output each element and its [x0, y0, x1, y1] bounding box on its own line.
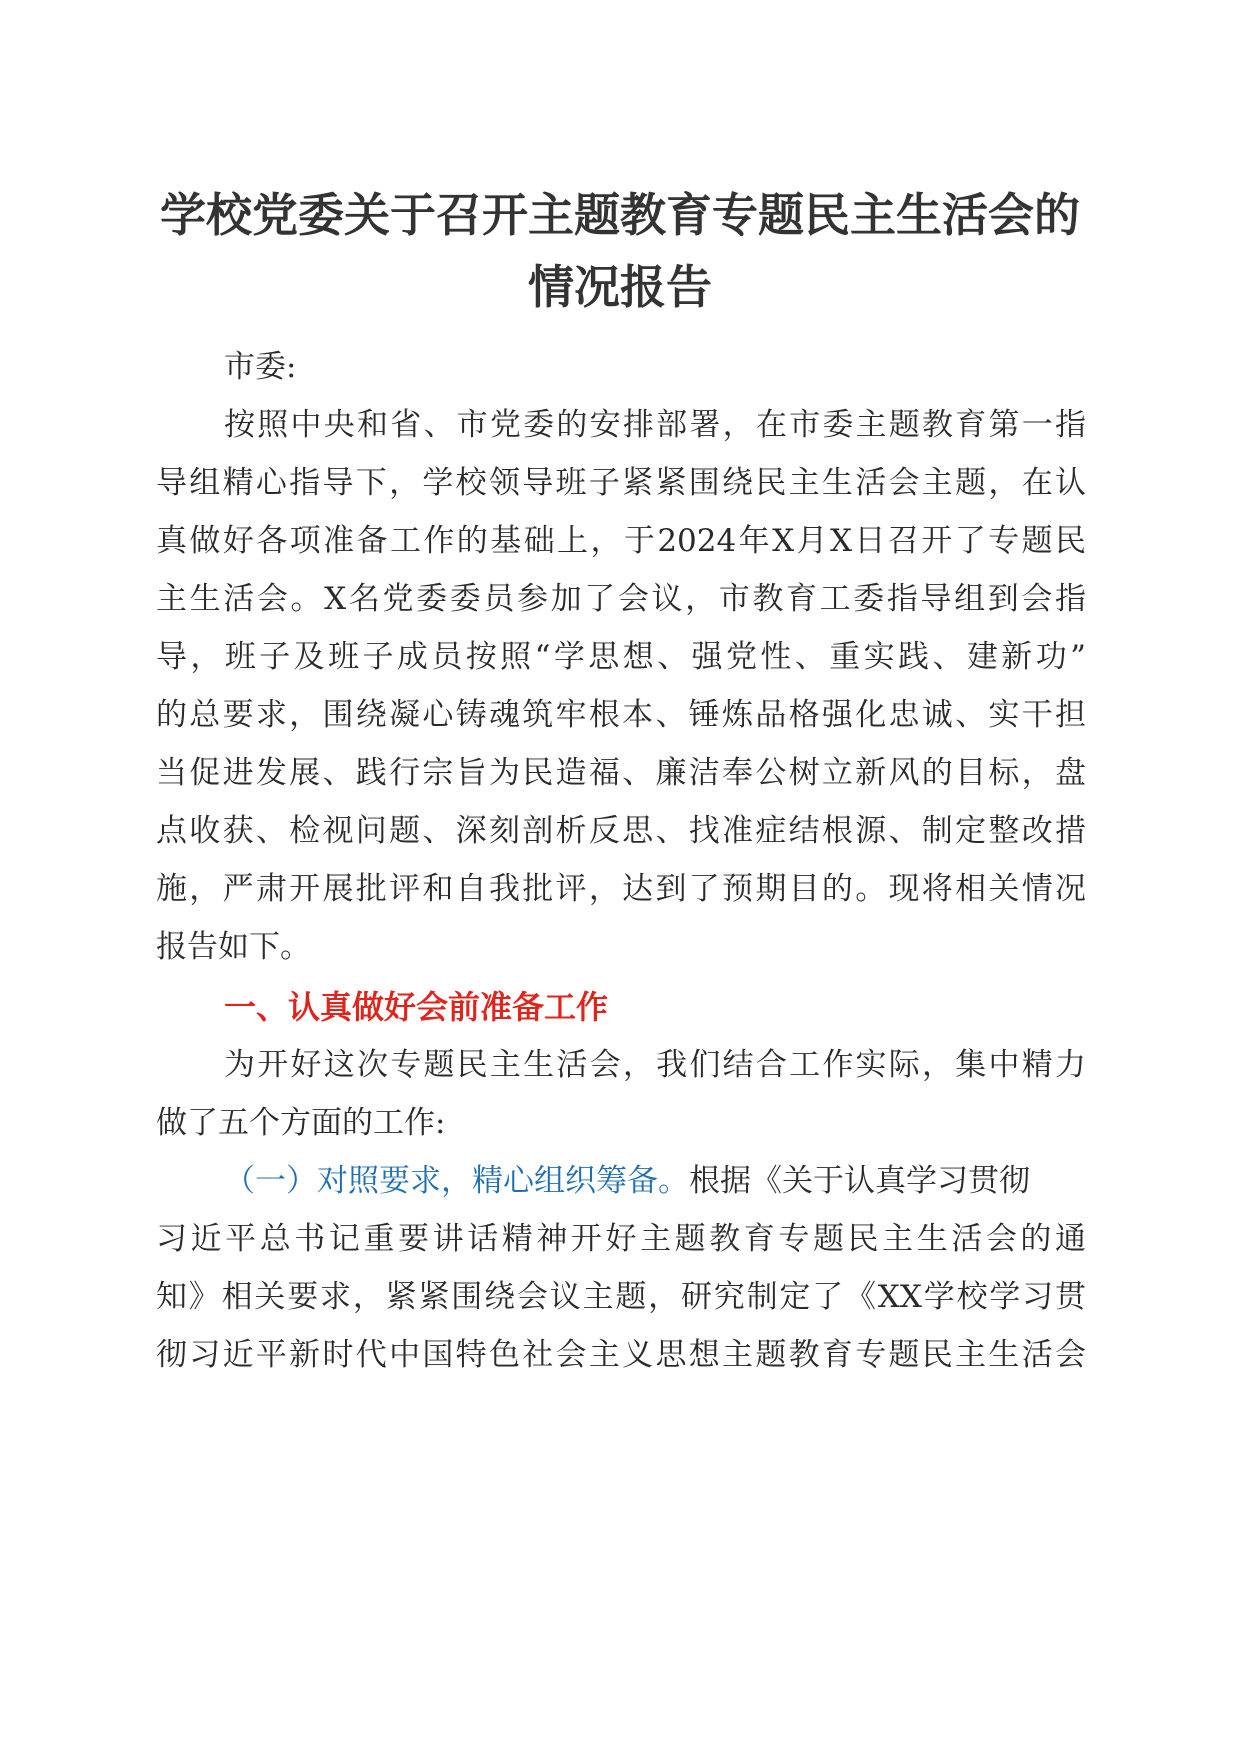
paragraph-1-line-6: 的总要求，围绕凝心铸魂筑牢根本、锤炼品格强化忠诚、实干担 — [156, 697, 1086, 733]
paragraph-3-line-2: 习近平总书记重要讲话精神开好主题教育专题民主生活会的通 — [156, 1221, 1086, 1257]
paragraph-1-line-5: 导，班子及班子成员按照“学思想、强党性、重实践、建新功” — [156, 639, 1086, 675]
paragraph-1-line-10: 报告如下。 — [156, 929, 311, 965]
paragraph-1-line-9: 施，严肃开展批评和自我批评，达到了预期目的。现将相关情况 — [156, 871, 1086, 907]
salutation: 市委: — [224, 349, 297, 385]
paragraph-1-line-4: 主生活会。X名党委委员参加了会议，市教育工委指导组到会指 — [156, 581, 1086, 617]
paragraph-1-line-1: 按照中央和省、市党委的安排部署，在市委主题教育第一指 — [224, 407, 1086, 443]
paragraph-3-line-3: 知》相关要求，紧紧围绕会议主题，研究制定了《XX学校学习贯 — [156, 1279, 1086, 1315]
paragraph-3-line-1 — [224, 1150, 1086, 1212]
paragraph-2-line-1: 为开好这次专题民主生活会，我们结合工作实际，集中精力 — [224, 1047, 1086, 1083]
section-1-heading: 一、认真做好会前准备工作 — [224, 988, 609, 1026]
paragraph-3-line-1-rest: 根据《关于认真学习贯彻 — [689, 1163, 1030, 1199]
paragraph-1-line-3: 真做好各项准备工作的基础上，于2024年X月X日召开了专题民 — [156, 523, 1086, 559]
paragraph-2-line-2: 做了五个方面的工作: — [156, 1105, 446, 1141]
paragraph-3-line-4: 彻习近平新时代中国特色社会主义思想主题教育专题民主生活会 — [156, 1337, 1086, 1373]
document-title-line-1: 学校党委关于召开主题教育专题民主生活会的 — [160, 188, 1080, 242]
paragraph-1-line-8: 点收获、检视问题、深刻剖析反思、找准症结根源、制定整改措 — [156, 813, 1086, 849]
paragraph-1-line-7: 当促进发展、践行宗旨为民造福、廉洁奉公树立新风的目标，盘 — [156, 755, 1086, 791]
paragraph-1-line-2: 导组精心指导下，学校领导班子紧紧围绕民主生活会主题，在认 — [156, 465, 1086, 501]
subsection-1-heading: （一）对照要求，精心组织筹备。 — [224, 1163, 689, 1199]
document-title-line-2: 情况报告 — [528, 260, 712, 314]
